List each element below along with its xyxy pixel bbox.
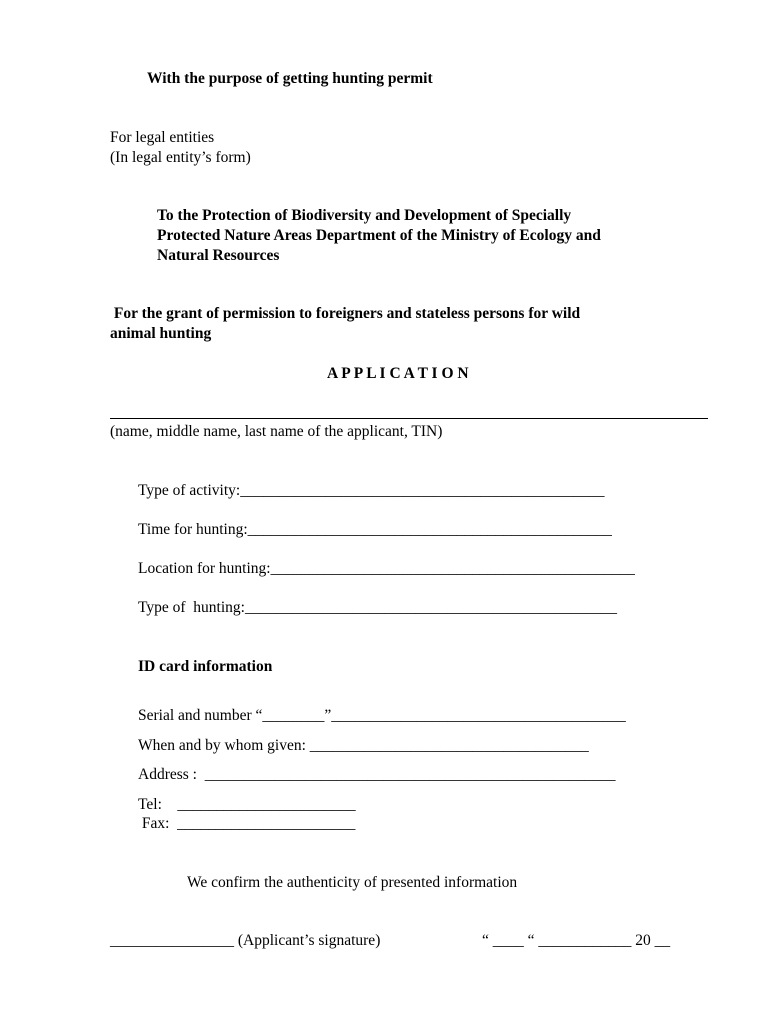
applicant-name-line bbox=[110, 418, 708, 419]
date-field: “ ____ “ ____________ 20 __ bbox=[482, 932, 671, 949]
fax-field: Fax: _______________________ bbox=[138, 815, 356, 832]
legal-form-text: (In legal entity’s form) bbox=[110, 149, 251, 166]
hunting-time-field: Time for hunting:_______________________________________________ bbox=[138, 521, 612, 538]
tel-field: Tel: _______________________ bbox=[138, 796, 356, 813]
grant-line-2: animal hunting bbox=[110, 325, 212, 342]
hunting-type-field: Type of hunting:________________________________________________ bbox=[138, 599, 617, 616]
purpose-heading: With the purpose of getting hunting permit bbox=[147, 70, 433, 87]
recipient-line-3: Natural Resources bbox=[157, 247, 280, 264]
grant-line-1: For the grant of permission to foreigners and stateless persons for wild bbox=[110, 305, 581, 322]
recipient-line-1: To the Protection of Biodiversity and Development of Specially bbox=[157, 207, 572, 224]
recipient-line-2: Protected Nature Areas Department of the Ministry of Ecology and bbox=[157, 227, 601, 244]
applicant-caption: (name, middle name, last name of the applicant, TIN) bbox=[110, 423, 443, 440]
activity-type-field: Type of activity:_______________________________________________ bbox=[138, 482, 605, 499]
serial-number-field: Serial and number “________”______________________________________ bbox=[138, 707, 626, 724]
application-heading: A P P L I C A T I O N bbox=[327, 365, 469, 382]
confirmation-text: We confirm the authenticity of presented information bbox=[187, 874, 518, 891]
hunting-location-field: Location for hunting:_______________________________________________ bbox=[138, 560, 635, 577]
legal-entities-text: For legal entities bbox=[110, 129, 215, 146]
address-field: Address : _____________________________________________________ bbox=[138, 766, 616, 783]
given-by-field: When and by whom given: ____________________________________ bbox=[138, 737, 589, 754]
id-card-heading: ID card information bbox=[138, 658, 273, 675]
signature-field: ________________ (Applicant’s signature) bbox=[110, 932, 381, 949]
